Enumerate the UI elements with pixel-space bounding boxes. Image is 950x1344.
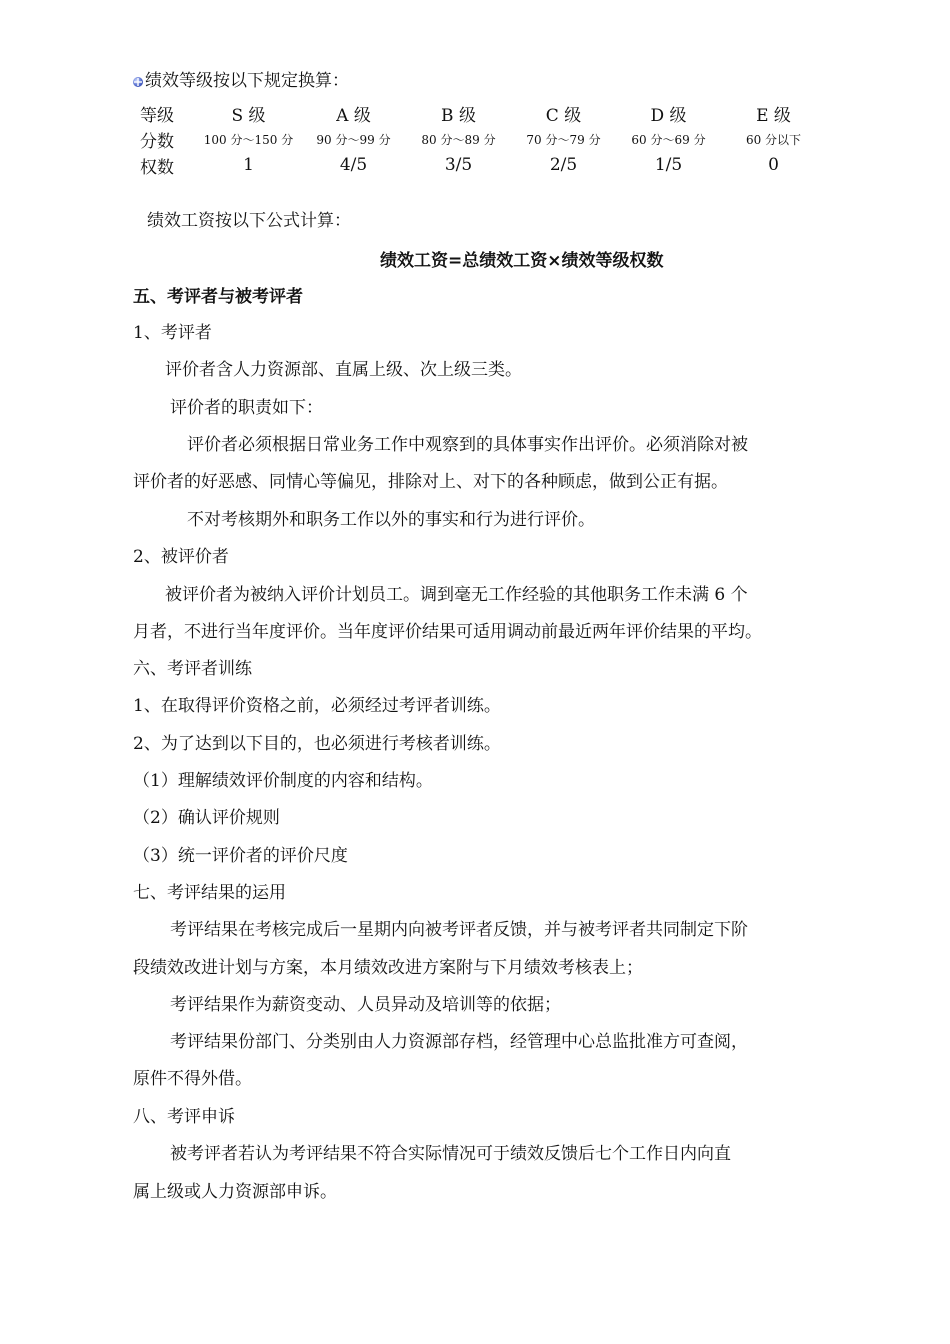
grade-row bbox=[130, 100, 826, 126]
section-8-p1-line1: 被考评者若认为考评结果不符合实际情况可于绩效反馈后七个工作日内向直 bbox=[170, 1144, 731, 1164]
weight-cell: 3/5 bbox=[444, 155, 473, 175]
section-5-title: 五、考评者与被考评者 bbox=[133, 287, 303, 307]
globe-bullet-icon bbox=[133, 77, 143, 87]
score-cell: 90 分～99 分 bbox=[316, 132, 391, 147]
grade-cell: E 级 bbox=[756, 105, 791, 126]
score-cell: 80 分～89 分 bbox=[421, 132, 496, 147]
section-7-p3-line2: 原件不得外借。 bbox=[133, 1069, 252, 1089]
section-5-sub1-p1: 评价者含人力资源部、直属上级、次上级三类。 bbox=[165, 360, 522, 380]
section-7-p2: 考评结果作为薪资变动、人员异动及培训等的依据； bbox=[170, 995, 561, 1015]
section-7-title: 七、考评结果的运用 bbox=[133, 883, 286, 903]
section-6-item1: 1、在取得评价资格之前，必须经过考评者训练。 bbox=[133, 696, 501, 716]
row-label-score: 分数 bbox=[140, 131, 174, 152]
score-cell: 60 分～69 分 bbox=[631, 132, 706, 147]
grade-cell: D 级 bbox=[650, 105, 687, 126]
weight-cell: 1/5 bbox=[654, 155, 683, 175]
section-5-sub1-p3-line2: 评价者的好恶感、同情心等偏见，排除对上、对下的各种顾虑，做到公正有据。 bbox=[133, 472, 728, 492]
section-5-sub2-p1-line2: 月者，不进行当年度评价。当年度评价结果可适用调动前最近两年评价结果的平均。 bbox=[133, 622, 762, 642]
section-7-p1-line2: 段绩效改进计划与方案，本月绩效改进方案附与下月绩效考核表上； bbox=[133, 958, 643, 978]
section-5-sub1-p4: 不对考核期外和职务工作以外的事实和行为进行评价。 bbox=[187, 510, 595, 530]
section-6-item2: 2、为了达到以下目的，也必须进行考核者训练。 bbox=[133, 734, 501, 754]
score-cell: 70 分～79 分 bbox=[526, 132, 601, 147]
grade-rule-line bbox=[133, 70, 349, 92]
grade-cell: C 级 bbox=[545, 105, 582, 126]
section-6-sub1: （1）理解绩效评价制度的内容和结构。 bbox=[133, 771, 433, 791]
section-6-sub2: （2）确认评价规则 bbox=[133, 808, 280, 828]
section-7-p1-line1: 考评结果在考核完成后一星期内向被考评者反馈，并与被考评者共同制定下阶 bbox=[170, 920, 748, 940]
section-8-title: 八、考评申诉 bbox=[133, 1107, 235, 1127]
score-cell: 100 分～150 分 bbox=[203, 132, 294, 147]
grade-cell: S 级 bbox=[231, 105, 266, 126]
section-6-title: 六、考评者训练 bbox=[133, 659, 252, 679]
grade-cell: B 级 bbox=[441, 105, 476, 126]
section-5-sub1-p2: 评价者的职责如下： bbox=[170, 398, 323, 418]
section-8-p1-line2: 属上级或人力资源部申诉。 bbox=[133, 1182, 337, 1202]
row-label-grade: 等级 bbox=[140, 105, 174, 126]
section-5-sub2-title: 2、被评价者 bbox=[133, 547, 229, 567]
weight-cell: 2/5 bbox=[549, 155, 578, 175]
section-5-sub1-p3-line1: 评价者必须根据日常业务工作中观察到的具体事实作出评价。必须消除对被 bbox=[187, 435, 748, 455]
section-7-p3-line1: 考评结果份部门、分类别由人力资源部存档，经管理中心总监批准方可查阅， bbox=[170, 1032, 748, 1052]
score-cell: 60 分以下 bbox=[745, 132, 802, 147]
grade-cell: A 级 bbox=[336, 105, 371, 126]
weight-row bbox=[130, 152, 826, 178]
section-5-sub1-title: 1、考评者 bbox=[133, 323, 212, 343]
row-label-weight: 权数 bbox=[140, 157, 174, 178]
weight-cell: 1 bbox=[243, 155, 254, 175]
grade-rule-text: 绩效等级按以下规定换算： bbox=[145, 71, 349, 91]
grade-table bbox=[130, 100, 826, 178]
salary-formula: 绩效工资=总绩效工资×绩效等级权数 bbox=[380, 251, 664, 271]
weight-cell: 4/5 bbox=[339, 155, 368, 175]
score-row bbox=[130, 126, 826, 152]
salary-rule-text: 绩效工资按以下公式计算： bbox=[147, 211, 351, 231]
section-5-sub2-p1-line1: 被评价者为被纳入评价计划员工。调到毫无工作经验的其他职务工作未满 6 个 bbox=[165, 585, 748, 605]
weight-cell: 0 bbox=[768, 155, 779, 175]
section-6-sub3: （3）统一评价者的评价尺度 bbox=[133, 846, 348, 866]
